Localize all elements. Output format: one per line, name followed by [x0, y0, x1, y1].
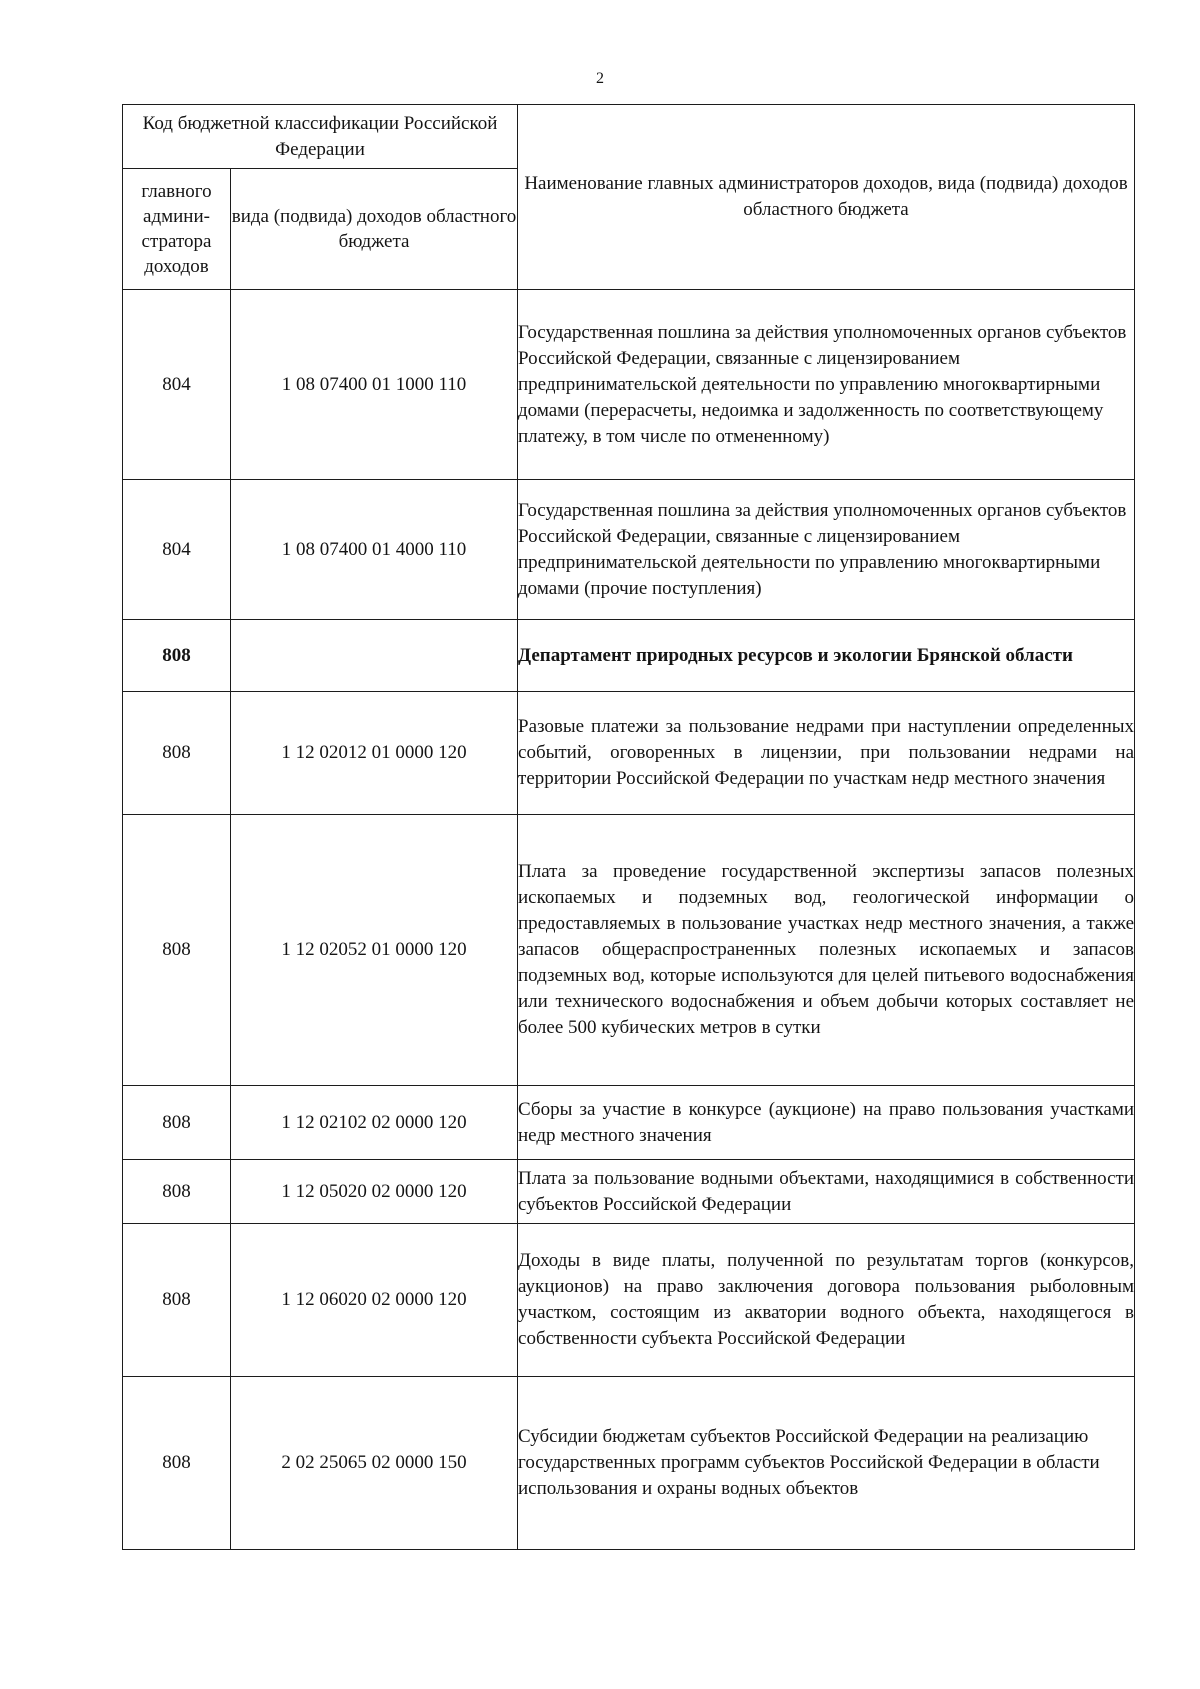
admin-code-cell: 808 — [123, 1086, 231, 1160]
header-admin-column: главного админи-стратора доходов — [123, 169, 231, 290]
admin-code-cell: 804 — [123, 290, 231, 480]
income-name-cell: Плата за проведение государственной экспертизы запасов полезных ископаемых и подземных вод, геологической информации о предоставляемых в пользование участках недр местного значения, а также запасов общераспространенных полезных ископаемых и запасов подземных вод, которые используются для целей питьевого водоснабжения или технического водоснабжения и объем добычи которых составляет не более 500 кубических метров в сутки — [518, 815, 1135, 1086]
admin-code-cell: 808 — [123, 1160, 231, 1224]
admin-code-cell: 808 — [123, 692, 231, 815]
kbk-code-cell: 1 12 02012 01 0000 120 — [231, 692, 518, 815]
admin-code-cell: 808 — [123, 1377, 231, 1550]
table-row — [123, 1377, 1135, 1550]
kbk-code-cell: 1 08 07400 01 1000 110 — [231, 290, 518, 480]
department-name-cell: Департамент природных ресурсов и экологии Брянской области — [518, 620, 1135, 692]
income-name-cell: Субсидии бюджетам субъектов Российской Федерации на реализацию государственных программ субъектов Российской Федерации в области использования и охраны водных объектов — [518, 1377, 1135, 1550]
income-name-cell: Государственная пошлина за действия уполномоченных органов субъектов Российской Федерации, связанные с лицензированием предпринимательской деятельности по управлению многоквартирными домами (прочие поступления) — [518, 480, 1135, 620]
admin-code-cell: 808 — [123, 620, 231, 692]
kbk-code-cell: 1 12 05020 02 0000 120 — [231, 1160, 518, 1224]
header-kbk-column: вида (подвида) доходов областного бюджета — [231, 169, 518, 290]
kbk-code-cell: 2 02 25065 02 0000 150 — [231, 1377, 518, 1550]
table-row — [123, 290, 1135, 480]
admin-code-cell: 808 — [123, 815, 231, 1086]
kbk-code-cell — [231, 620, 518, 692]
admin-code-cell: 804 — [123, 480, 231, 620]
table-row — [123, 692, 1135, 815]
table-row — [123, 1224, 1135, 1377]
table-row — [123, 815, 1135, 1086]
income-name-cell: Доходы в виде платы, полученной по результатам торгов (конкурсов, аукционов) на право заключения договора пользования рыболовным участком, состоящим из акватории водного объекта, находящегося в собственности субъекта Российской Федерации — [518, 1224, 1135, 1377]
kbk-code-cell: 1 08 07400 01 4000 110 — [231, 480, 518, 620]
income-name-cell: Государственная пошлина за действия уполномоченных органов субъектов Российской Федерации, связанные с лицензированием предпринимательской деятельности по управлению многоквартирными домами (перерасчеты, недоимка и задолженность по соответствующему платежу, в том числе по отмененному) — [518, 290, 1135, 480]
table-row-department — [123, 620, 1135, 692]
kbk-code-cell: 1 12 02052 01 0000 120 — [231, 815, 518, 1086]
group-header-kbk: Код бюджетной классификации Российской Федерации — [123, 105, 518, 169]
admin-code-cell: 808 — [123, 1224, 231, 1377]
page-number: 2 — [596, 70, 604, 87]
kbk-code-cell: 1 12 06020 02 0000 120 — [231, 1224, 518, 1377]
income-name-cell: Разовые платежи за пользование недрами при наступлении определенных событий, оговоренных в лицензии, при пользовании недрами на территории Российской Федерации по участкам недр местного значения — [518, 692, 1135, 815]
kbk-code-cell: 1 12 02102 02 0000 120 — [231, 1086, 518, 1160]
table-row — [123, 1086, 1135, 1160]
budget-classification-table — [122, 104, 1135, 1550]
table-row — [123, 480, 1135, 620]
income-name-cell: Сборы за участие в конкурсе (аукционе) на право пользования участками недр местного значения — [518, 1086, 1135, 1160]
income-name-cell: Плата за пользование водными объектами, находящимися в собственности субъектов Российской Федерации — [518, 1160, 1135, 1224]
table-row — [123, 1160, 1135, 1224]
header-name-column: Наименование главных администраторов доходов, вида (подвида) доходов областного бюджета — [518, 105, 1135, 290]
